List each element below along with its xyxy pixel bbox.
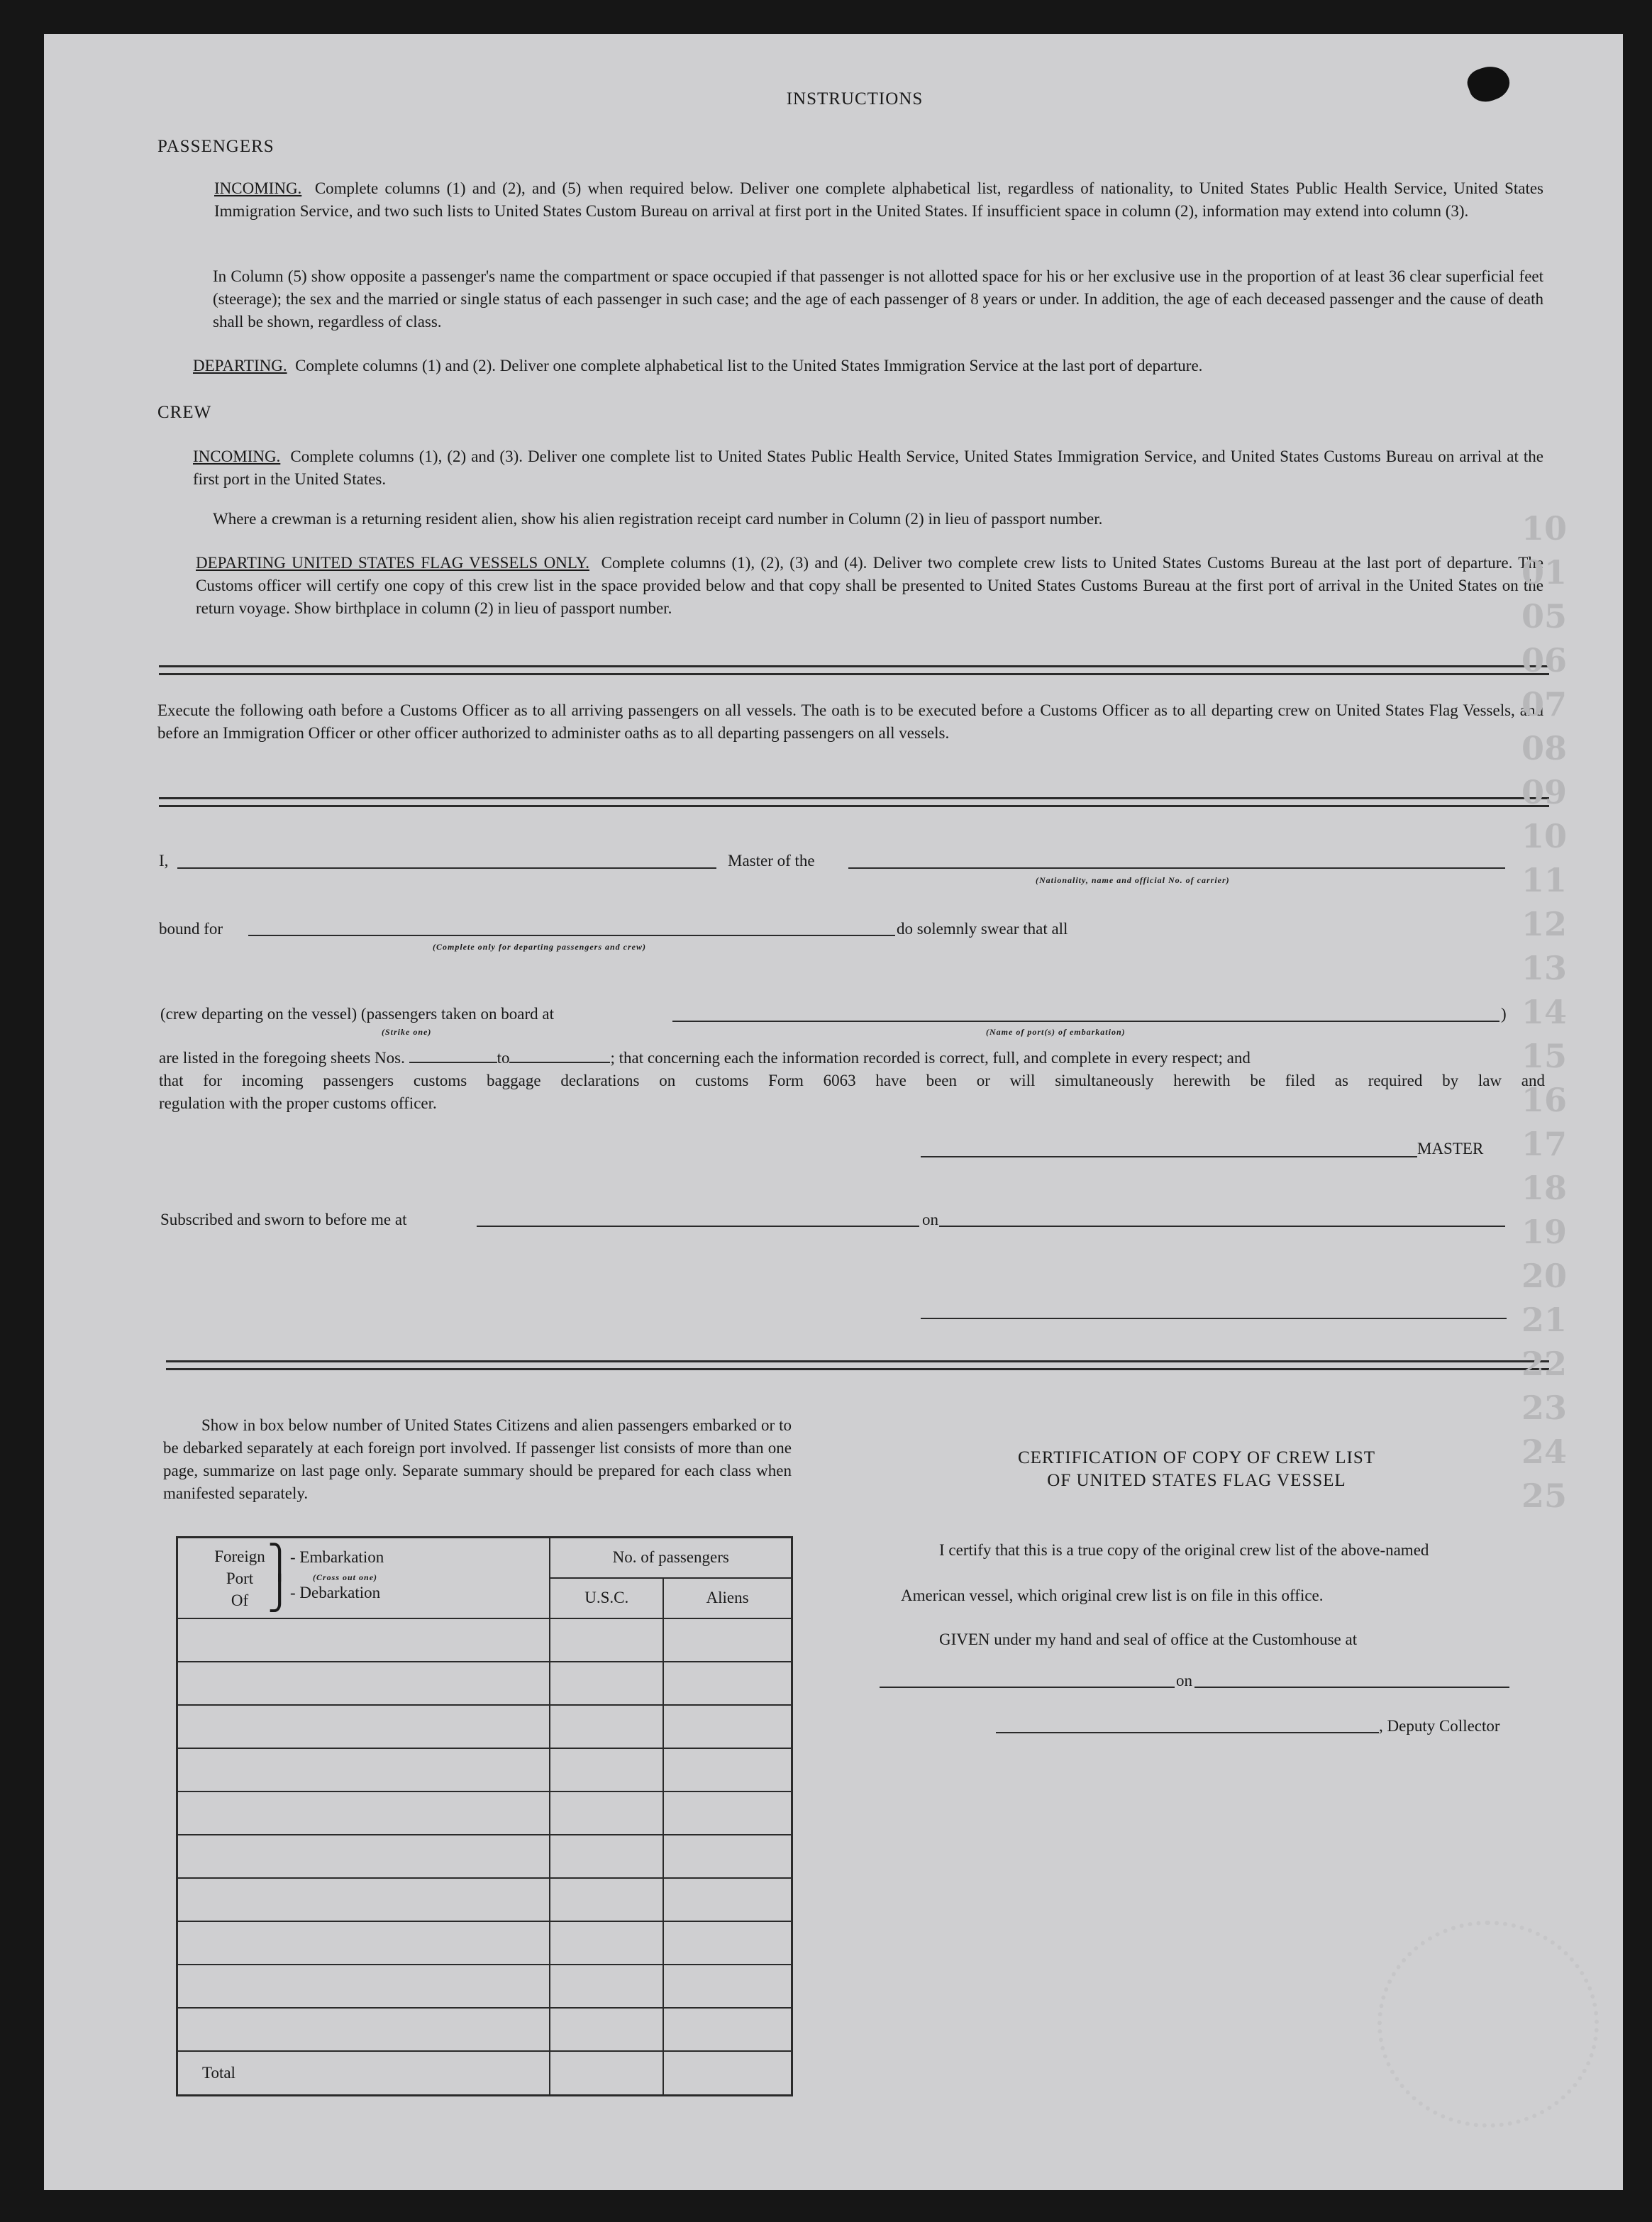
close-paren: ) <box>1501 1005 1507 1023</box>
passengers-departing-text: Complete columns (1) and (2). Deliver one complete alphabetical list to the United States Immigration Service at the last port of departure. <box>295 357 1203 374</box>
sheet-to-field[interactable] <box>509 1048 610 1063</box>
sworn-place-field[interactable] <box>477 1226 919 1227</box>
crew-departing-label: DEPARTING UNITED STATES FLAG VESSELS ONLY. <box>196 554 589 572</box>
resident-alien-paragraph: Where a crewman is a returning resident alien, show his alien registration receipt card number in Column (2) in lieu of passport number. <box>213 510 1103 528</box>
margin-number: 14 <box>1521 993 1567 1031</box>
port-cell[interactable] <box>177 1921 550 1965</box>
deputy-signature-field[interactable] <box>996 1732 1379 1733</box>
port-cell[interactable] <box>177 1965 550 2008</box>
deputy-collector-label: , Deputy Collector <box>1379 1717 1500 1735</box>
usc-cell[interactable] <box>550 1835 663 1878</box>
embarkation-ports-field[interactable] <box>672 1021 1499 1022</box>
aliens-cell[interactable] <box>663 1878 792 1921</box>
master-label: MASTER <box>1417 1140 1484 1157</box>
certification-title <box>860 1447 1534 1492</box>
total-label-cell <box>177 2051 550 2096</box>
margin-number: 18 <box>1521 1169 1567 1207</box>
passengers-incoming-paragraph <box>214 177 1543 223</box>
summary-row <box>177 1921 792 1965</box>
port-label: Port <box>226 1570 254 1587</box>
given-line: GIVEN under my hand and seal of office at the Customhouse at <box>939 1631 1358 1648</box>
port-cell[interactable] <box>177 1878 550 1921</box>
nationality-caption: (Nationality, name and official No. of carrier) <box>1036 875 1230 885</box>
margin-number: 05 <box>1521 597 1567 635</box>
aliens-cell[interactable] <box>663 1835 792 1878</box>
usc-cell[interactable] <box>550 1878 663 1921</box>
swear-label: do solemnly swear that all <box>897 920 1068 938</box>
debarkation-label: - Debarkation <box>290 1584 381 1601</box>
port-cell[interactable] <box>177 1835 550 1878</box>
summary-row <box>177 1748 792 1792</box>
summary-row <box>177 2008 792 2051</box>
certification-title-line2: OF UNITED STATES FLAG VESSEL <box>1047 1471 1346 1490</box>
certification-title-line1: CERTIFICATION OF COPY OF CREW LIST <box>1017 1448 1376 1467</box>
margin-number: 09 <box>1521 773 1567 811</box>
crew-departing-text: Complete columns (1), (2), (3) and (4). Deliver two complete crew lists to United States Customs Bureau at the last port of departure. The Customs officer will certify one copy of this crew list in the space provided below and that copy shall be presented to United States Customs Bureau at the first port of arrival in the United States on the return voyage. Show birthplace in column (2) in lieu of passport number. <box>196 554 1544 617</box>
margin-number: 15 <box>1521 1037 1567 1075</box>
margin-number: 10 <box>1521 817 1567 855</box>
port-cell[interactable] <box>177 1748 550 1792</box>
margin-number: 21 <box>1521 1301 1567 1339</box>
passenger-summary-table <box>176 1536 793 2096</box>
margin-number: 19 <box>1521 1213 1567 1251</box>
summary-row <box>177 1965 792 2008</box>
port-cell[interactable] <box>177 1792 550 1835</box>
sworn-on-label: on <box>922 1211 938 1228</box>
cert-on-label: on <box>1176 1672 1192 1689</box>
margin-number: 13 <box>1521 949 1567 987</box>
summary-row <box>177 1878 792 1921</box>
customhouse-field[interactable] <box>880 1687 1175 1688</box>
usc-cell[interactable] <box>550 1618 663 1662</box>
margin-number: 24 <box>1521 1433 1567 1471</box>
officer-signature-field[interactable] <box>921 1318 1507 1319</box>
total-usc-cell[interactable] <box>550 2051 663 2096</box>
of-label: Of <box>231 1591 249 1609</box>
usc-cell[interactable] <box>550 1705 663 1748</box>
cross-out-caption: (Cross out one) <box>313 1572 378 1582</box>
listed-rest-line2: that for incoming passengers customs baggage declarations on customs Form 6063 have been or will simultaneously herewith be filed as required by law and <box>159 1072 1545 1089</box>
master-signature-field[interactable] <box>921 1156 1417 1157</box>
master-name-field[interactable] <box>177 867 716 869</box>
aliens-cell[interactable] <box>663 1965 792 2008</box>
sheet-from-field[interactable] <box>409 1048 497 1063</box>
destination-field[interactable] <box>248 935 895 936</box>
no-of-passengers-header: No. of passengers <box>550 1538 792 1578</box>
port-header-cell <box>177 1538 550 1619</box>
complete-only-caption: (Complete only for departing passengers and crew) <box>433 942 646 952</box>
summary-row <box>177 1705 792 1748</box>
port-cell[interactable] <box>177 2008 550 2051</box>
passengers-departing-label: DEPARTING. <box>193 357 287 374</box>
form-page <box>44 34 1623 2190</box>
crew-incoming-label: INCOMING. <box>193 448 281 465</box>
margin-number: 08 <box>1521 729 1567 767</box>
aliens-cell[interactable] <box>663 2008 792 2051</box>
sworn-date-field[interactable] <box>939 1226 1505 1227</box>
listed-prefix: are listed in the foregoing sheets Nos. <box>159 1049 405 1067</box>
summary-row <box>177 1618 792 1662</box>
usc-cell[interactable] <box>550 1921 663 1965</box>
foreign-label: Foreign <box>214 1548 265 1565</box>
margin-number: 01 <box>1521 553 1567 591</box>
passengers-incoming-label: INCOMING. <box>214 179 302 197</box>
instructions-title: INSTRUCTIONS <box>786 89 924 109</box>
aliens-cell[interactable] <box>663 1662 792 1705</box>
passengers-heading: PASSENGERS <box>157 137 275 156</box>
bound-for-label: bound for <box>159 920 223 938</box>
oath-i-label: I, <box>159 852 169 870</box>
port-cell[interactable] <box>177 1705 550 1748</box>
summary-row <box>177 1835 792 1878</box>
ports-caption: (Name of port(s) of embarkation) <box>986 1027 1126 1037</box>
usc-cell[interactable] <box>550 1662 663 1705</box>
aliens-cell[interactable] <box>663 1748 792 1792</box>
brace-glyph: ⎫ ⎭ <box>267 1544 292 1611</box>
crew-incoming-text: Complete columns (1), (2) and (3). Deliver one complete list to United States Public Health Service, United States Immigration Service, and United States Customs Bureau on arrival at the first port in the United States. <box>193 448 1543 488</box>
port-cell[interactable] <box>177 1662 550 1705</box>
aliens-cell[interactable] <box>663 1921 792 1965</box>
subscribed-label: Subscribed and sworn to before me at <box>160 1211 407 1228</box>
certify-line1: I certify that this is a true copy of the original crew list of the above-named <box>939 1541 1429 1559</box>
port-cell[interactable] <box>177 1618 550 1662</box>
margin-number: 06 <box>1521 641 1567 679</box>
to-label: to <box>497 1049 510 1067</box>
usc-cell[interactable] <box>550 2008 663 2051</box>
section-divider <box>159 797 1549 807</box>
margin-number: 07 <box>1521 685 1567 723</box>
margin-number: 20 <box>1521 1257 1567 1295</box>
margin-number: 22 <box>1521 1345 1567 1383</box>
summary-instruction-text: Show in box below number of United States Citizens and alien passengers embarked or to be debarked separately at each foreign port involved. If passenger list consists of more than one page, summarize on last page only. Separate summary should be prepared for each class when manifested separately. <box>163 1416 792 1502</box>
listed-statement <box>159 1047 1545 1070</box>
total-aliens-cell[interactable] <box>663 2051 792 2096</box>
section-divider <box>159 665 1549 675</box>
foreign-port-of <box>208 1545 272 1611</box>
section-divider <box>166 1360 1549 1370</box>
usc-cell[interactable] <box>550 1965 663 2008</box>
aliens-cell[interactable] <box>663 1792 792 1835</box>
aliens-cell[interactable] <box>663 1705 792 1748</box>
aliens-cell[interactable] <box>663 1618 792 1662</box>
summary-row <box>177 1662 792 1705</box>
margin-number: 23 <box>1521 1389 1567 1427</box>
usc-cell[interactable] <box>550 1748 663 1792</box>
summary-instruction <box>163 1414 792 1505</box>
listed-rest-line3: regulation with the proper customs officer. <box>159 1094 437 1112</box>
crew-heading: CREW <box>157 403 212 422</box>
margin-number: 17 <box>1521 1125 1567 1163</box>
embarkation-label: - Embarkation <box>290 1548 384 1566</box>
cert-date-field[interactable] <box>1194 1687 1509 1688</box>
usc-header: U.S.C. <box>550 1578 663 1618</box>
margin-number: 10 <box>1521 509 1567 548</box>
listed-rest-line1: ; that concerning each the information recorded is correct, full, and complete in every respect; and <box>610 1049 1251 1067</box>
strike-one-caption: (Strike one) <box>382 1027 432 1037</box>
oath-instruction: Execute the following oath before a Customs Officer as to all arriving passengers on all vessels. The oath is to be executed before a Customs Officer as to all departing crew on United States Flag Vessels, and before an Immigration Officer or other officer authorized to administer oaths as to all departing passengers on all vessels. <box>157 701 1543 742</box>
margin-number: 11 <box>1521 861 1567 899</box>
crew-incoming-paragraph <box>193 445 1543 491</box>
total-label: Total <box>202 2064 235 2082</box>
margin-number: 12 <box>1521 905 1567 943</box>
crew-departing-label-oath: (crew departing on the vessel) (passengers taken on board at <box>160 1005 554 1023</box>
margin-number: 16 <box>1521 1081 1567 1119</box>
column5-paragraph: In Column (5) show opposite a passenger's name the compartment or space occupied if that passenger is not allotted space for his or her exclusive use in the proportion of at least 36 clear superficial feet (steerage); the sex and the married or single status of each passenger in such case; and the age of each passenger of 8 years or under. In addition, the age of each deceased passenger and the cause of death shall be shown, regardless of class. <box>213 267 1543 330</box>
master-of-label: Master of the <box>728 852 815 870</box>
usc-cell[interactable] <box>550 1792 663 1835</box>
certify-line2: American vessel, which original crew list is on file in this office. <box>901 1587 1324 1604</box>
crew-departing-paragraph <box>196 552 1543 620</box>
margin-number: 25 <box>1521 1477 1567 1515</box>
passengers-incoming-text: Complete columns (1) and (2), and (5) when required below. Deliver one complete alphabetical list, regardless of nationality, to United States Public Health Service, United States Immigration Service, and two such lists to United States Custom Bureau on arrival at first port in the United States. If insufficient space in column (2), information may extend into column (3). <box>214 179 1544 220</box>
embossed-seal <box>1377 1921 1599 2128</box>
aliens-header: Aliens <box>663 1578 792 1618</box>
summary-row <box>177 1792 792 1835</box>
carrier-field[interactable] <box>848 867 1505 869</box>
passengers-departing-paragraph <box>193 355 1543 377</box>
